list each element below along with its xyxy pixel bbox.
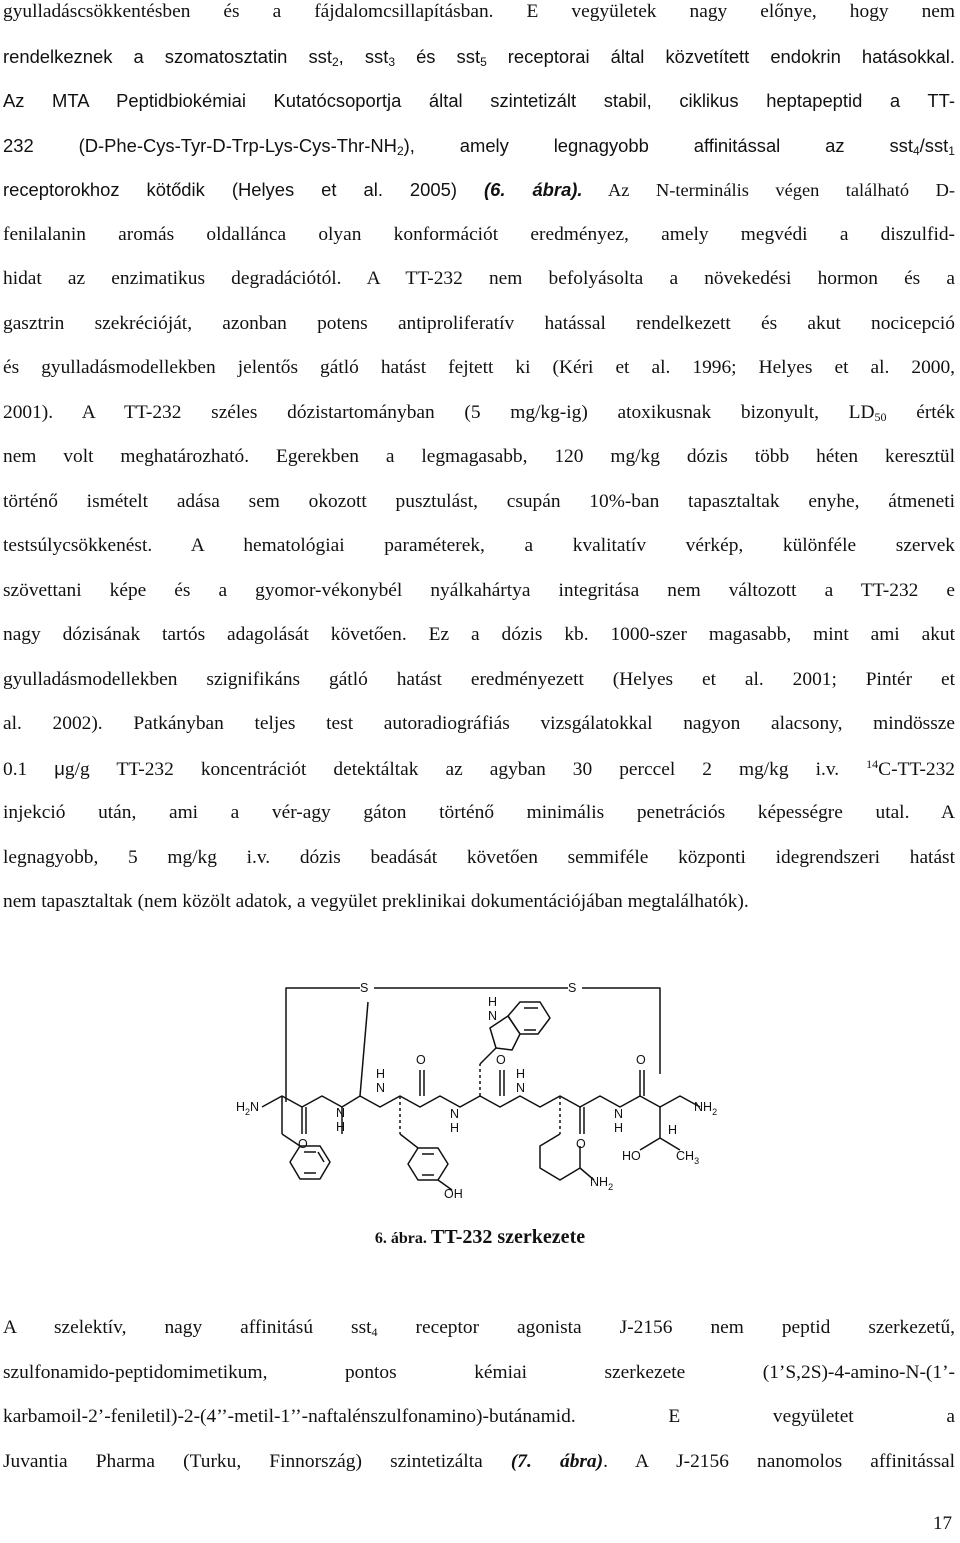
paragraph-1 — [3, 0, 955, 925]
text-line: karbamoil-2’-feniletil)-2-(4’’-metil-1’’-naftalénszulfonamino)-butánamid. E vegyületet a — [3, 1406, 955, 1427]
backbone — [262, 1096, 700, 1107]
text-line: Az MTA Peptidbiokémiai Kutatócsoportja által szintetizált stabil, ciklikus heptapeptid a TT- — [3, 90, 955, 111]
text-line: 2001). A TT-232 széles dózistartományban (5 mg/kg-ig) atoxikusnak bizonyult, $LD_{50}$ érték — [3, 401, 955, 424]
text-line: és gyulladásmodellekben jelentős gátló hatást fejtett ki (Kéri et al. 1996; Helyes et al. 2000, — [3, 357, 955, 378]
hydrogen-atom-label: H — [450, 1121, 460, 1135]
text-line: gasztrin szekrécióját, azonban potens antiproliferatív hatással rendelkezett és akut nocicepció — [3, 312, 955, 334]
text-line: hidat az enzimatikus degradációtól. A TT-232 nem befolyásolta a növekedési hormon és a — [3, 268, 955, 289]
text-line: legnagyobb, 5 mg/kg i.v. dózis beadását követően semmiféle központi idegrendszeri hatást — [3, 846, 955, 868]
figure-number: 6. ábra. — [374, 1230, 427, 1247]
bond — [640, 1138, 660, 1150]
amide-terminal-label: $NH_2$ — [694, 1100, 718, 1117]
text-line: rendelkeznek a szomatosztatin sst$_2$, sst$_3$ és sst$_5$ receptorai által közvetített endokrin hatásokkal. — [3, 45, 955, 69]
text-line: gyulladásmodellekben szignifikáns gátló hatást eredményezett (Helyes et al. 2001; Pintér et — [3, 668, 955, 690]
hydrogen-atom-label: H — [488, 995, 498, 1009]
indole-benzene-ring — [508, 1002, 550, 1034]
text-line: szulfonamido-peptidomimetikum, pontos kémiai szerkezete (1’S,2S)-4-amino-N-(1’- — [3, 1361, 955, 1383]
bond — [318, 1152, 324, 1162]
figure-title: TT-232 szerkezete — [430, 1226, 586, 1248]
hydrogen-atom-label: H — [668, 1123, 678, 1137]
figure-caption — [0, 1226, 960, 1249]
figure-reference: (6. ábra). — [483, 179, 583, 200]
oxygen-atom-label: O — [496, 1053, 506, 1067]
text-line: nem tapasztaltak (nem közölt adatok, a vegyület preklinikai dokumentációjában megtalálhatók). — [3, 891, 749, 912]
text-line: injekció után, ami a vér-agy gáton történő minimális penetrációs képességre utal. A — [3, 802, 955, 823]
text-line: al. 2002). Patkányban teljes test autoradiográfiás vizsgálatokkal nagyon alacsony, mindössze — [3, 713, 955, 734]
text-line: 232 $(D-Phe-Cys-Tyr-D-Trp-Lys-Cys-Thr-NH_2)$, amely legnagyobb affinitással az sst$_4$/sst$_1$ — [3, 134, 955, 158]
bond — [400, 1134, 418, 1148]
text-line: 0.1 μg/g TT-232 koncentrációt detektáltak az agyban 30 perccel 2 mg/kg i.v. $^{14}$C-TT-232 — [3, 756, 955, 780]
text-line: nem volt meghatározható. Egerekben a legmagasabb, 120 mg/kg dózis több héten keresztül — [3, 446, 955, 467]
bond — [480, 1048, 496, 1064]
figure-reference: (7. ábra) — [510, 1450, 604, 1472]
hydrogen-atom-label: H — [516, 1067, 526, 1081]
hydrogen-atom-label: H — [376, 1067, 386, 1081]
sulfur-atom-label: S — [568, 981, 577, 995]
text-line: szövettani képe és a gyomor-vékonybél nyálkahártya integritása nem változott a TT-232 e — [3, 579, 955, 601]
hydrogen-atom-label: H — [614, 1121, 624, 1135]
hydrogen-atom-label: H — [336, 1120, 346, 1134]
lysine-amine-label: $NH_2$ — [590, 1175, 614, 1192]
lysine-chain — [540, 1134, 580, 1180]
text-line: gyulladáscsökkentésben és a fájdalomcsillapításban. E vegyületek nagy előnye, hogy nem — [3, 1, 955, 22]
threonine-hydroxyl-label: HO — [622, 1149, 641, 1163]
tt232-structure-diagram — [228, 968, 736, 1208]
bond — [360, 1002, 368, 1096]
paragraph-2 — [3, 1306, 955, 1484]
nitrogen-atom-label: N — [376, 1081, 386, 1095]
text-line: fenilalanin aromás oldallánca olyan konformációt eredményez, amely megvédi a diszulfid- — [3, 223, 955, 245]
bridge-line — [286, 988, 360, 1102]
text-line: nagy dózisának tartós adagolását követően. Ez a dózis kb. 1000-szer magasabb, mint ami akut — [3, 624, 955, 645]
nitrogen-atom-label: N — [614, 1107, 624, 1121]
text-line: testsúlycsökkenést. A hematológiai paraméterek, a kvalitatív vérkép, különféle szervek — [3, 535, 955, 556]
nitrogen-atom-label: N — [450, 1107, 460, 1121]
oxygen-atom-label: O — [416, 1053, 426, 1067]
page-number: 17 — [933, 1513, 952, 1534]
indole-nitrogen-label: N — [488, 1009, 498, 1023]
hydroxyl-label: OH — [444, 1187, 463, 1201]
bridge-line — [582, 988, 660, 1074]
text-line: történő ismételt adása sem okozott pusztulást, csupán 10%-ban tapasztaltak enyhe, átmeneti — [3, 490, 955, 512]
oxygen-atom-label: O — [298, 1137, 308, 1151]
amino-terminal-label: $H_2N$ — [236, 1100, 260, 1117]
text-line: A szelektív, nagy affinitású sst$_4$ receptor agonista J-2156 nem peptid szerkezetű, — [3, 1317, 955, 1339]
phenyl-ring — [290, 1146, 330, 1179]
nitrogen-atom-label: N — [336, 1106, 346, 1120]
nitrogen-atom-label: N — [516, 1081, 526, 1095]
oxygen-atom-label: O — [636, 1053, 646, 1067]
sulfur-atom-label: S — [360, 981, 369, 995]
methyl-label: $CH_3$ — [676, 1149, 700, 1166]
text-line: Juvantia Pharma (Turku, Finnország) szintetizálta (7. ábra). A J-2156 nanomolos affinitással — [3, 1450, 955, 1472]
text-line: receptorokhoz kötődik (Helyes et al. 2005) (6. ábra). Az N-terminális végen található D- — [3, 179, 955, 200]
oxygen-atom-label: O — [576, 1137, 586, 1151]
